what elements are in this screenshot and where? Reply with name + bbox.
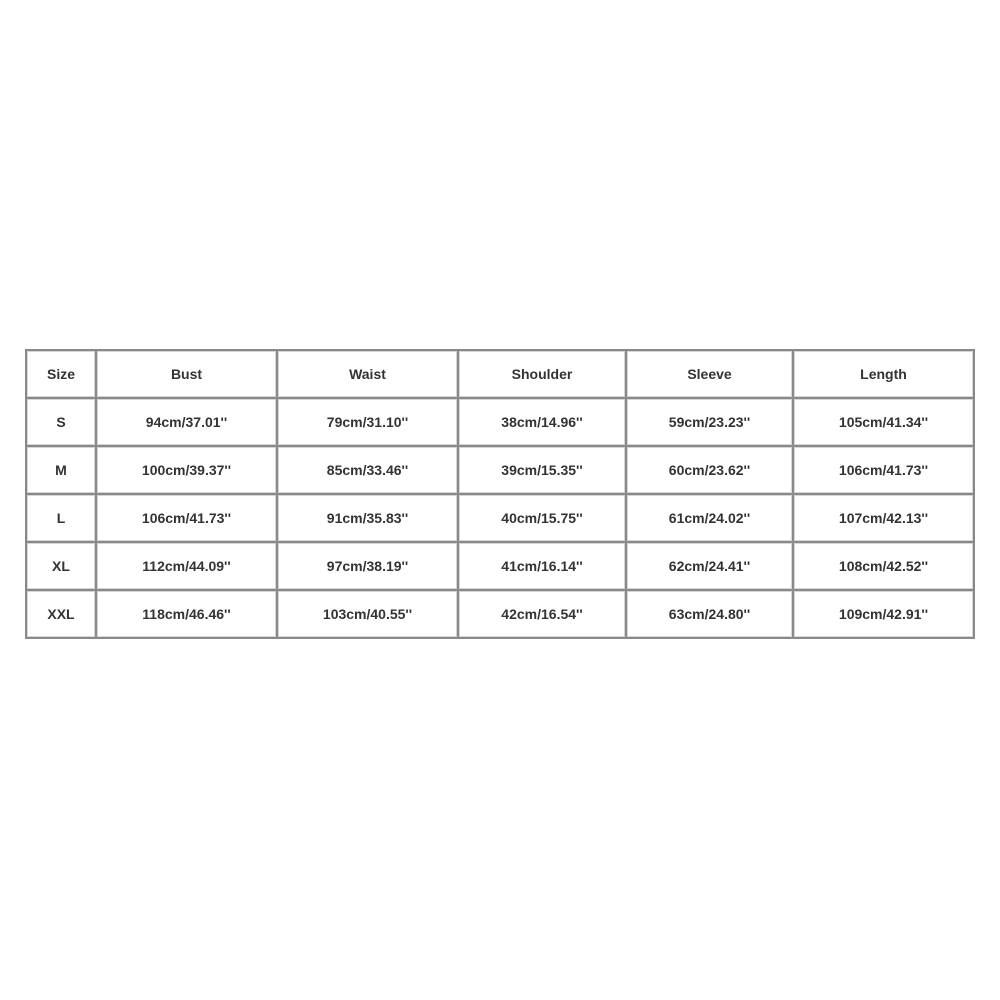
- cell-bust: 94cm/37.01'': [97, 399, 278, 447]
- cell-sleeve: 62cm/24.41'': [627, 543, 794, 591]
- header-length: Length: [794, 351, 975, 399]
- header-sleeve: Sleeve: [627, 351, 794, 399]
- header-shoulder: Shoulder: [459, 351, 627, 399]
- table-row: [27, 447, 975, 495]
- cell-size: XL: [27, 543, 97, 591]
- size-chart-table: [25, 349, 975, 639]
- cell-waist: 91cm/35.83'': [278, 495, 459, 543]
- cell-size: M: [27, 447, 97, 495]
- cell-bust: 118cm/46.46'': [97, 591, 278, 639]
- cell-shoulder: 39cm/15.35'': [459, 447, 627, 495]
- table-row: [27, 543, 975, 591]
- cell-sleeve: 61cm/24.02'': [627, 495, 794, 543]
- header-size: Size: [27, 351, 97, 399]
- cell-waist: 85cm/33.46'': [278, 447, 459, 495]
- table-row: [27, 399, 975, 447]
- cell-sleeve: 63cm/24.80'': [627, 591, 794, 639]
- header-row: [27, 351, 975, 399]
- cell-length: 108cm/42.52'': [794, 543, 975, 591]
- cell-shoulder: 40cm/15.75'': [459, 495, 627, 543]
- cell-length: 109cm/42.91'': [794, 591, 975, 639]
- cell-length: 106cm/41.73'': [794, 447, 975, 495]
- header-bust: Bust: [97, 351, 278, 399]
- table-row: [27, 591, 975, 639]
- cell-waist: 79cm/31.10'': [278, 399, 459, 447]
- cell-bust: 112cm/44.09'': [97, 543, 278, 591]
- cell-size: S: [27, 399, 97, 447]
- cell-size: XXL: [27, 591, 97, 639]
- cell-shoulder: 41cm/16.14'': [459, 543, 627, 591]
- cell-sleeve: 59cm/23.23'': [627, 399, 794, 447]
- cell-length: 105cm/41.34'': [794, 399, 975, 447]
- cell-shoulder: 38cm/14.96'': [459, 399, 627, 447]
- table-row: [27, 495, 975, 543]
- cell-shoulder: 42cm/16.54'': [459, 591, 627, 639]
- cell-length: 107cm/42.13'': [794, 495, 975, 543]
- cell-waist: 103cm/40.55'': [278, 591, 459, 639]
- cell-sleeve: 60cm/23.62'': [627, 447, 794, 495]
- cell-bust: 100cm/39.37'': [97, 447, 278, 495]
- cell-bust: 106cm/41.73'': [97, 495, 278, 543]
- header-waist: Waist: [278, 351, 459, 399]
- cell-size: L: [27, 495, 97, 543]
- cell-waist: 97cm/38.19'': [278, 543, 459, 591]
